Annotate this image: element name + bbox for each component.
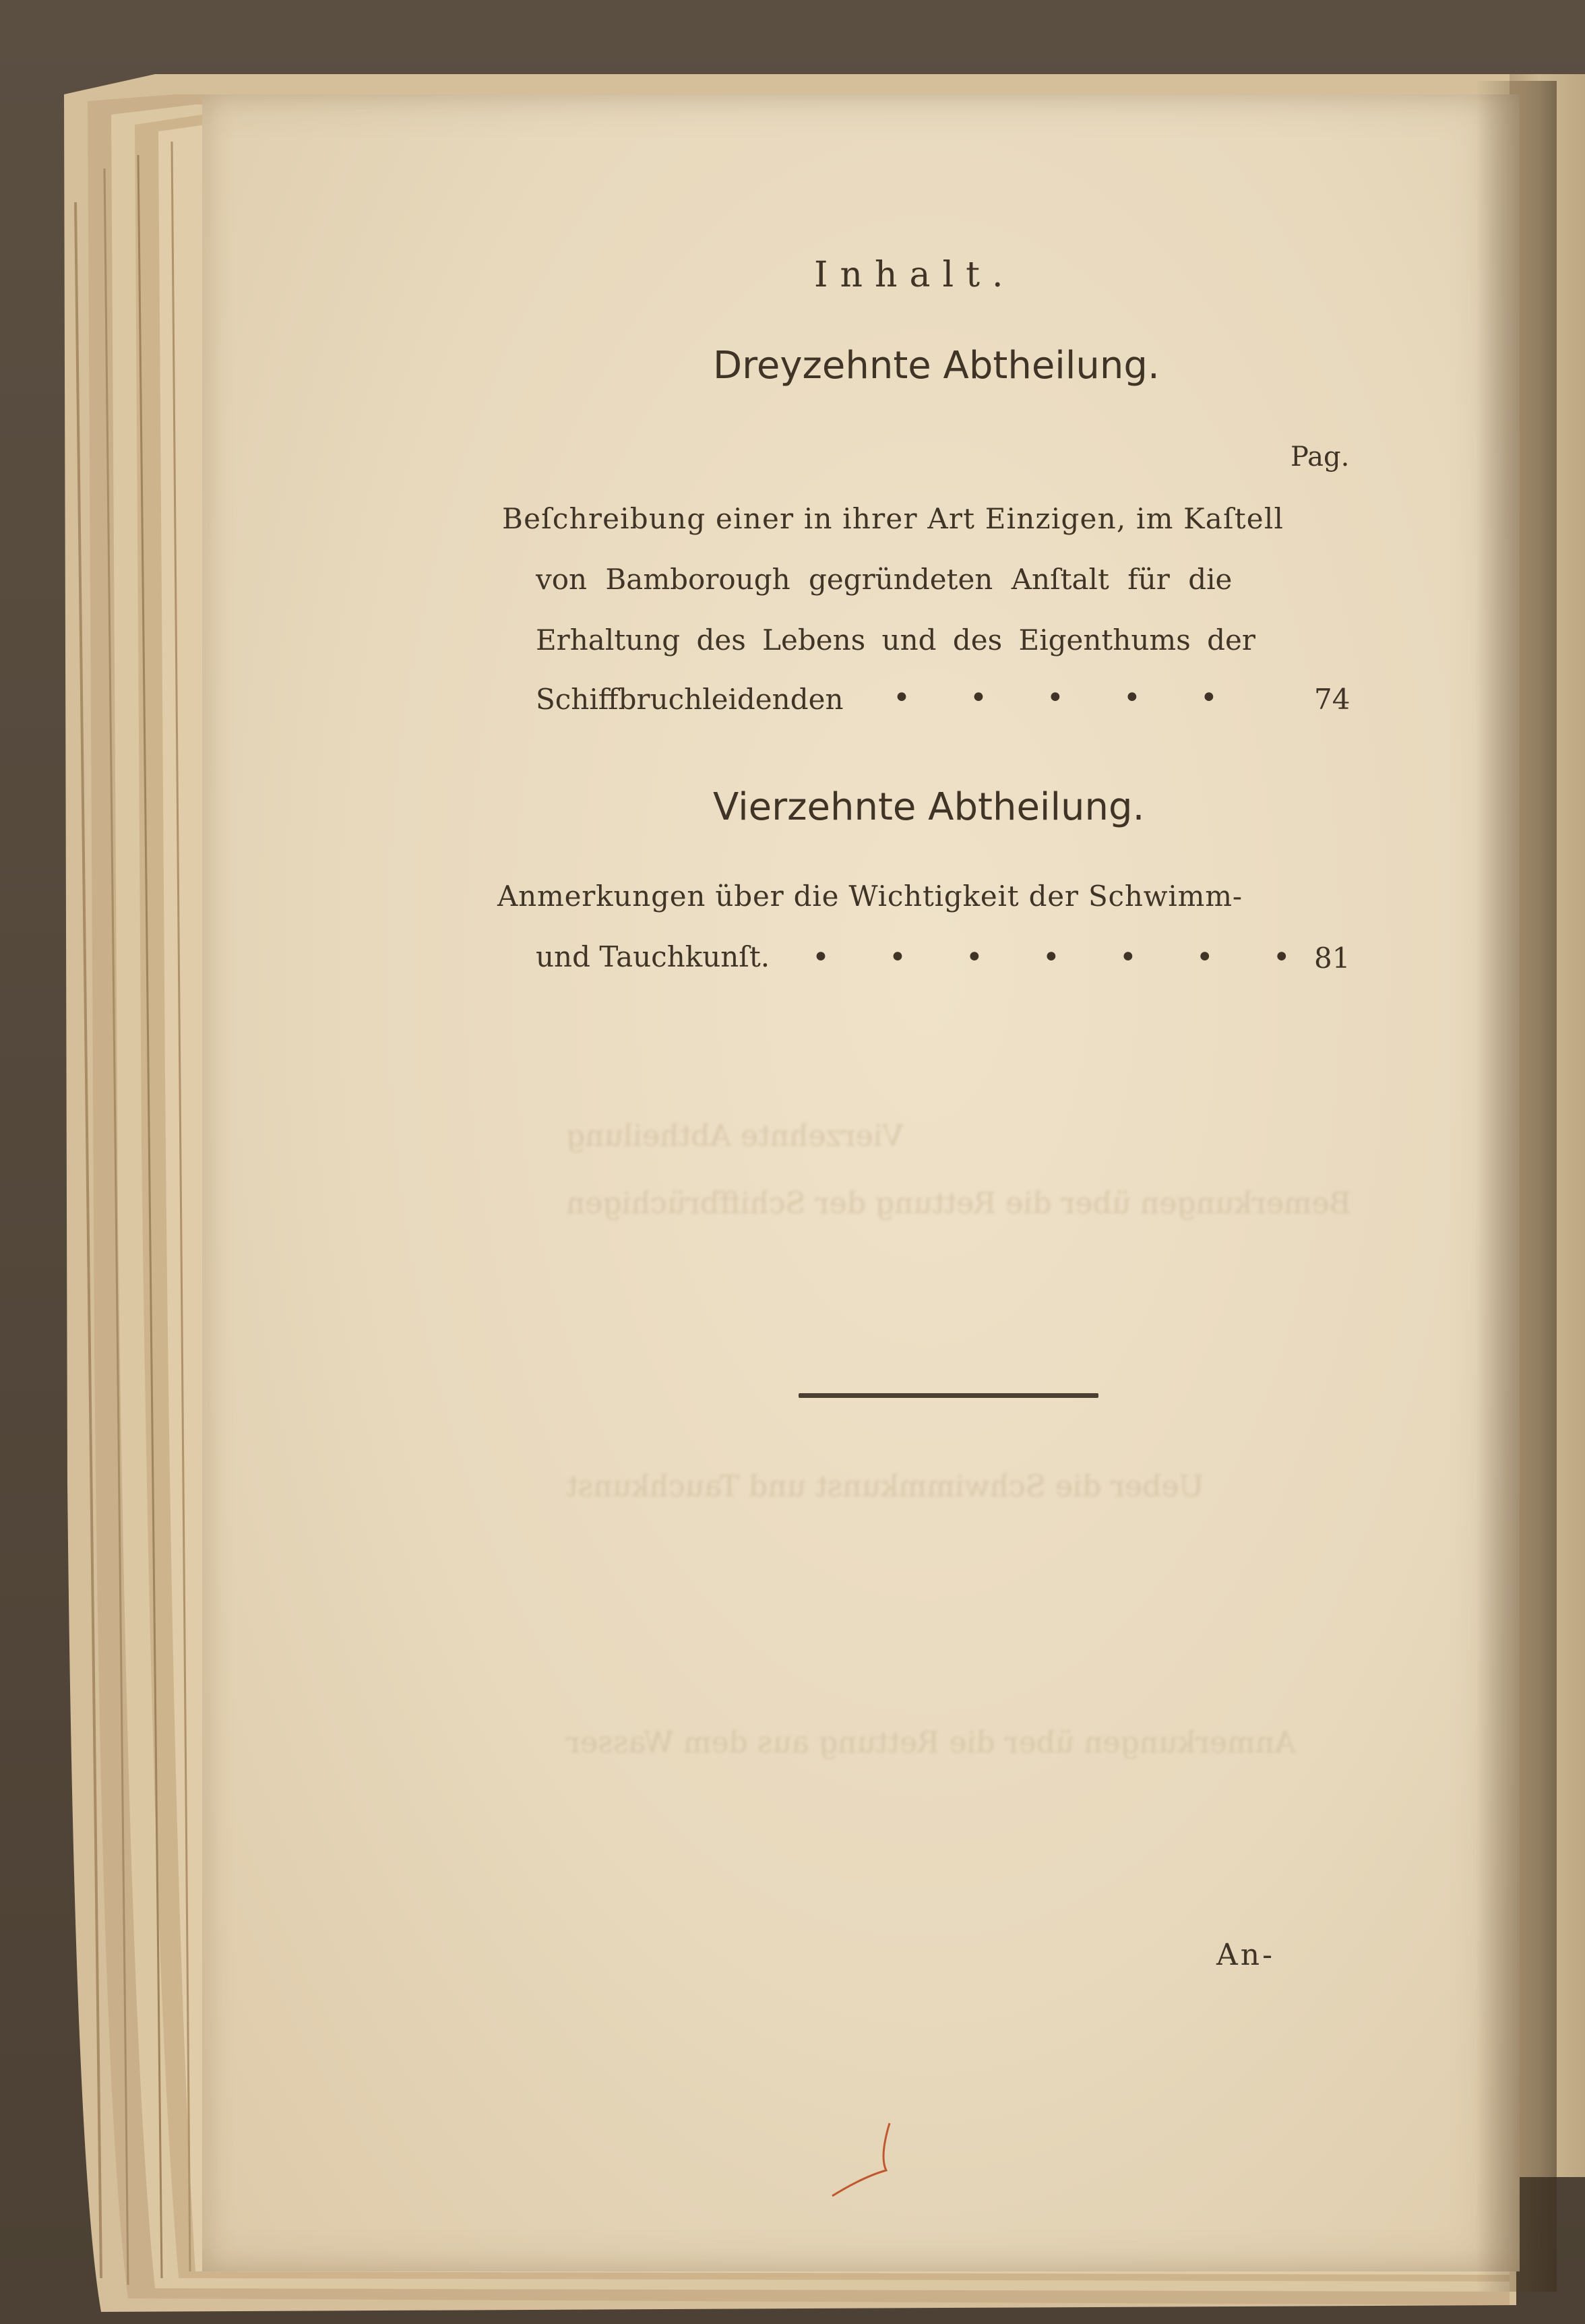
entry-line: von Bamborough gegründeten Anſtalt für die (536, 563, 1233, 596)
gutter-shadow (1476, 81, 1557, 2292)
leader-dots: • • • • • (893, 681, 1218, 715)
pag-label: Pag. (1291, 441, 1350, 472)
leader-dots: • • • • • • • (812, 940, 1291, 975)
catchword: An- (1216, 1938, 1275, 1972)
page-heading: Inhalt. (814, 255, 1016, 295)
horizontal-rule (799, 1393, 1098, 1398)
section-title: Dreyzehnte Abtheilung. (713, 344, 1160, 388)
page-number: 74 (1314, 683, 1350, 716)
entry-line: und Tauchkunſt. (536, 940, 770, 973)
book-page (202, 94, 1520, 2271)
section-title: Vierzehnte Abtheilung. (713, 785, 1145, 829)
entry-line: Schiffbruchleidenden (536, 683, 844, 716)
page-number: 81 (1314, 942, 1350, 975)
show-through-text: Vierzehnte Abtheilung (566, 1119, 904, 1153)
show-through-text: Anmerkungen über die Rettung aus dem Wasser (566, 1725, 1296, 1760)
show-through-text: Bemerkungen über die Rettung der Schiffbrüchigen (566, 1186, 1352, 1221)
show-through-text: Ueber die Schwimmkunst und Tauchkunst (566, 1469, 1204, 1504)
paper-fibre (822, 2116, 910, 2211)
entry-line: Anmerkungen über die Wichtigkeit der Schwimm- (497, 880, 1243, 913)
entry-line: Beſchreibung einer in ihrer Art Einzigen, im Kaſtell (502, 502, 1284, 535)
entry-line: Erhaltung des Lebens und des Eigenthums der (536, 623, 1255, 656)
